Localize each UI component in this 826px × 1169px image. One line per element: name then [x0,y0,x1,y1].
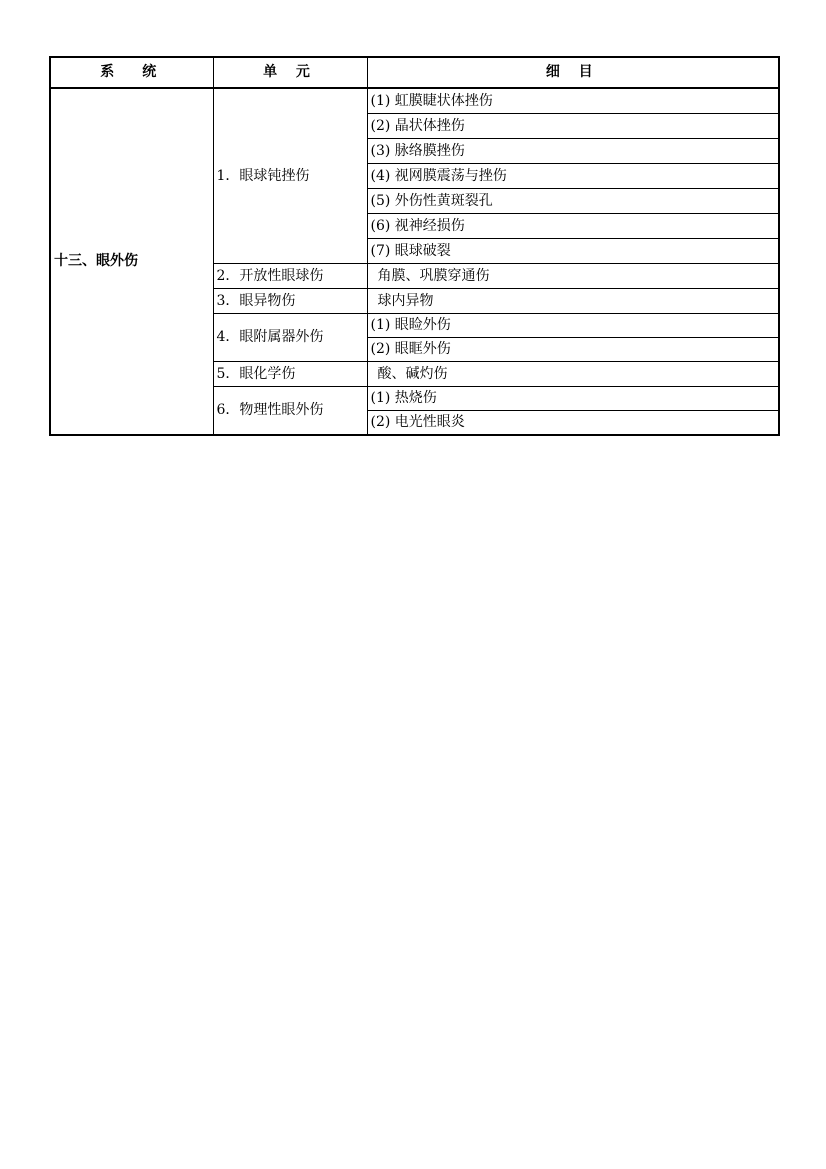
detail-cell: (6) 视神经损伤 [367,214,779,239]
unit-cell: 3．眼异物伤 [213,289,367,314]
detail-cell: (5) 外伤性黄斑裂孔 [367,189,779,214]
detail-cell: (7) 眼球破裂 [367,239,779,264]
detail-cell: (4) 视网膜震荡与挫伤 [367,164,779,189]
header-system: 系 统 [50,57,213,88]
unit-cell: 4．眼附属器外伤 [213,314,367,362]
detail-cell: (1) 虹膜睫状体挫伤 [367,88,779,114]
unit-cell: 6．物理性眼外伤 [213,387,367,436]
detail-cell: (2) 电光性眼炎 [367,411,779,436]
detail-cell: (1) 热烧伤 [367,387,779,411]
detail-cell: (2) 眼眶外伤 [367,338,779,362]
unit-cell: 5．眼化学伤 [213,362,367,387]
outline-table [49,56,780,436]
detail-cell: (3) 脉络膜挫伤 [367,139,779,164]
unit-cell: 1．眼球钝挫伤 [213,88,367,264]
detail-cell: (1) 眼睑外伤 [367,314,779,338]
header-detail: 细 目 [367,57,779,88]
header-row [50,57,779,88]
detail-cell: 酸、碱灼伤 [367,362,779,387]
detail-cell: (2) 晶状体挫伤 [367,114,779,139]
detail-cell: 球内异物 [367,289,779,314]
detail-cell: 角膜、巩膜穿通伤 [367,264,779,289]
table-row [50,88,779,114]
header-unit: 单 元 [213,57,367,88]
system-cell: 十三、眼外伤 [50,88,213,435]
unit-cell: 2．开放性眼球伤 [213,264,367,289]
